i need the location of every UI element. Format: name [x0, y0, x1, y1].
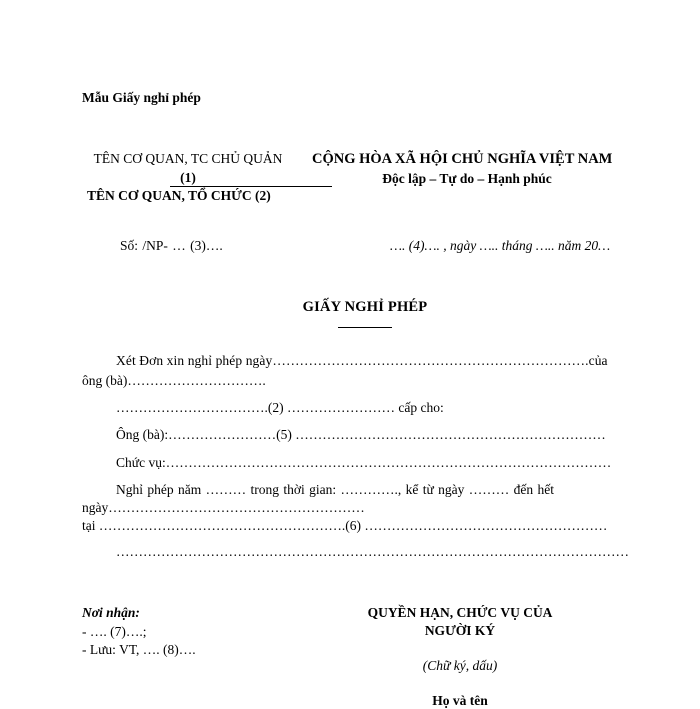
- body-line-5: Nghỉ phép năm ……… trong thời gian: …………., kể từ ngày ……… đến hết: [116, 482, 555, 497]
- signer-name-partial: Họ và tên: [432, 693, 488, 708]
- agency-parent-note: (1): [180, 170, 196, 185]
- body-line-6: tại ……………………………………………….(6) ………………………………………………: [82, 518, 608, 533]
- body-line-5b: ngày…………………………………………………: [82, 500, 365, 515]
- recipient-1: - …. (7)….;: [82, 624, 147, 639]
- recipient-2: - Lưu: VT, …. (8)….: [82, 642, 196, 657]
- title-underline: [338, 327, 392, 328]
- body-line-1: Xét Đơn xin nghỉ phép ngày…………………………………………………………….của: [116, 353, 608, 368]
- document-title: GIẤY NGHỈ PHÉP: [302, 299, 428, 315]
- motto: Độc lập – Tự do – Hạnh phúc: [382, 171, 552, 186]
- agency-name: TÊN CƠ QUAN, TỔ CHỨC (2): [87, 188, 271, 203]
- body-line-7: ……………………………………………………………………………………………………: [116, 544, 629, 559]
- agency-parent: TÊN CƠ QUAN, TC CHỦ QUẢN: [93, 151, 283, 166]
- body-line-3: Ông (bà):……………………(5) ……………………………………………………………: [116, 427, 606, 442]
- signer-title-line-1: QUYỀN HẠN, CHỨC VỤ CỦA: [367, 605, 553, 620]
- recipients-label: Nơi nhận:: [82, 605, 140, 620]
- signer-title-line-2: NGƯỜI KÝ: [424, 623, 496, 638]
- template-label: Mẫu Giấy nghỉ phép: [82, 90, 201, 105]
- country-name: CỘNG HÒA XÃ HỘI CHỦ NGHĨA VIỆT NAM: [312, 151, 613, 167]
- header-left-rule: [170, 186, 332, 187]
- body-line-1b: ông (bà)………………………….: [82, 373, 266, 388]
- body-line-2: …………………………….(2) …………………… cấp cho:: [116, 400, 444, 415]
- body-line-4: Chức vụ:………………………………………………………………………………………: [116, 455, 612, 470]
- document-number: Số: /NP- … (3)….: [120, 238, 223, 253]
- document-date: …. (4)…. , ngày ….. tháng ….. năm 20…: [390, 238, 611, 253]
- signature-note: (Chữ ký, dấu): [422, 658, 498, 673]
